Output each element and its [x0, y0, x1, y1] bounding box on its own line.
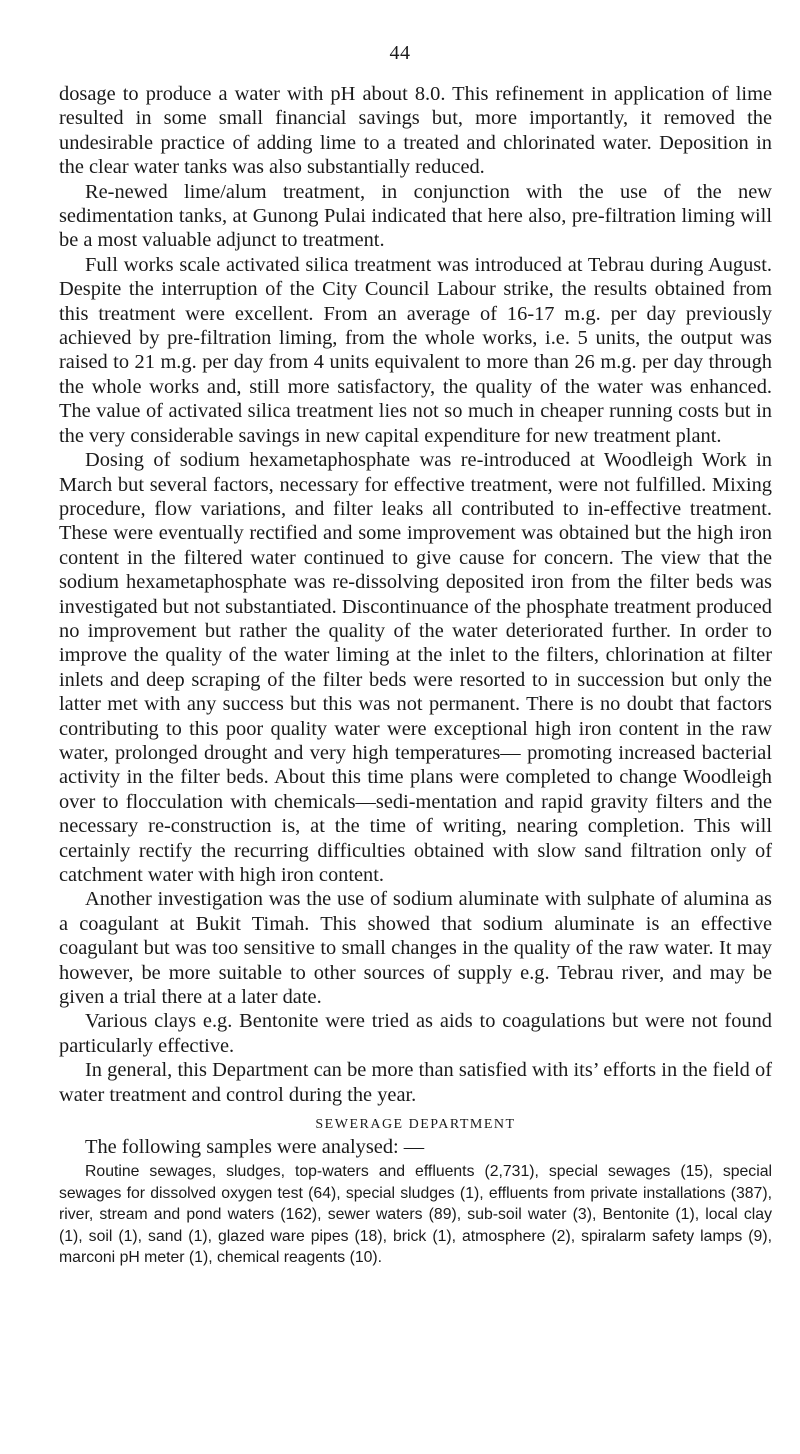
- paragraph-sodium-aluminate: Another investigation was the use of sodium aluminate with sulphate of alumina as a coagulant at Bukit Timah. This showed that sodium aluminate is an effective coagulant but was too sensitive to small changes in the quality of the raw water. It may however, be more suitable to other sources of supply e.g. Tebrau river, and may be given a trial there at a later date.: [59, 888, 772, 1009]
- page-number: 44: [389, 42, 411, 64]
- sewerage-intro: The following samples were analysed: —: [85, 1136, 425, 1159]
- sewerage-samples-list: Routine sewages, sludges, top-waters and effluents (2,731), special sewages (15), special sewages for dissolved oxygen test (64), special sludges (1), effluents from private installations (387), river, stream and pond waters (162), sewer waters (89), sub-soil water (3), Bentonite (1), local clay (1), soil (1), sand (1), glazed ware pipes (18), brick (1), atmosphere (2), spiralarm safety lamps (9), marconi pH meter (1), chemical reagents (10).: [59, 1163, 772, 1267]
- section-heading-sewerage: SEWERAGE DEPARTMENT: [315, 1117, 516, 1133]
- body-text: [59, 82, 772, 1269]
- paragraph-lime-dosage: dosage to produce a water with pH about 8.0. This refinement in application of lime resulted in some small financial savings but, more importantly, it removed the undesirable practice of adding lime to a treated and chlorinated water. Deposition in the clear water tanks was also substantially reduced.: [59, 83, 772, 179]
- paragraph-conclusion: In general, this Department can be more than satisfied with its’ efforts in the field of water treatment and control during the year.: [59, 1059, 772, 1106]
- paragraph-activated-silica: Full works scale activated silica treatment was introduced at Tebrau during August. Despite the interruption of the City Council Labour strike, the results obtained from this treatment were excellent. From an average of 16-17 m.g. per day previously achieved by pre-filtration liming, from the whole works, i.e. 5 units, the output was raised to 21 m.g. per day from 4 units equivalent to more than 26 m.g. per day through the whole works and, still more satisfactory, the quality of the water was enhanced. The value of activated silica treatment lies not so much in cheaper running costs but in the very considerable savings in new capital expenditure for new treatment plant.: [59, 253, 772, 447]
- paragraph-woodleigh: Dosing of sodium hexametaphosphate was re-introduced at Woodleigh Work in March but several factors, necessary for effective treatment, were not fulfilled. Mixing procedure, flow variations, and filter leaks all contributed to in-effective treatment. These were eventually rectified and some improvement was obtained but the high iron content in the filtered water continued to give cause for concern. The view that the sodium hexametaphosphate was re-dissolving deposited iron from the filter beds was investigated but not substantiated. Discontinuance of the phosphate treatment produced no improvement but rather the quality of the water deteriorated further. In order to improve the quality of the water liming at the inlet to the filters, chlorination at filter inlets and deep scraping of the filter beds were resorted to in succession but only the latter met with any success but this was not permanent. There is no doubt that factors contributing to this poor quality water were exceptional high iron content in the raw water, prolonged drought and very high temperatures— promoting increased bacterial activity in the filter beds. About this time plans were completed to change Woodleigh over to flocculation with chemicals—sedi-mentation and rapid gravity filters and the necessary re-construction is, at the time of writing, nearing completion. This will certainly rectify the recurring difficulties obtained with slow sand filtration only of catchment water with high iron content.: [59, 449, 772, 886]
- paragraph-gunong-pulai: Re-newed lime/alum treatment, in conjunction with the use of the new sedimentation tanks, at Gunong Pulai indicated that here also, pre-filtration liming will be a most valuable adjunct to treatment.: [59, 180, 772, 252]
- paragraph-clays: Various clays e.g. Bentonite were tried as aids to coagulations but were not found particularly effective.: [59, 1010, 772, 1057]
